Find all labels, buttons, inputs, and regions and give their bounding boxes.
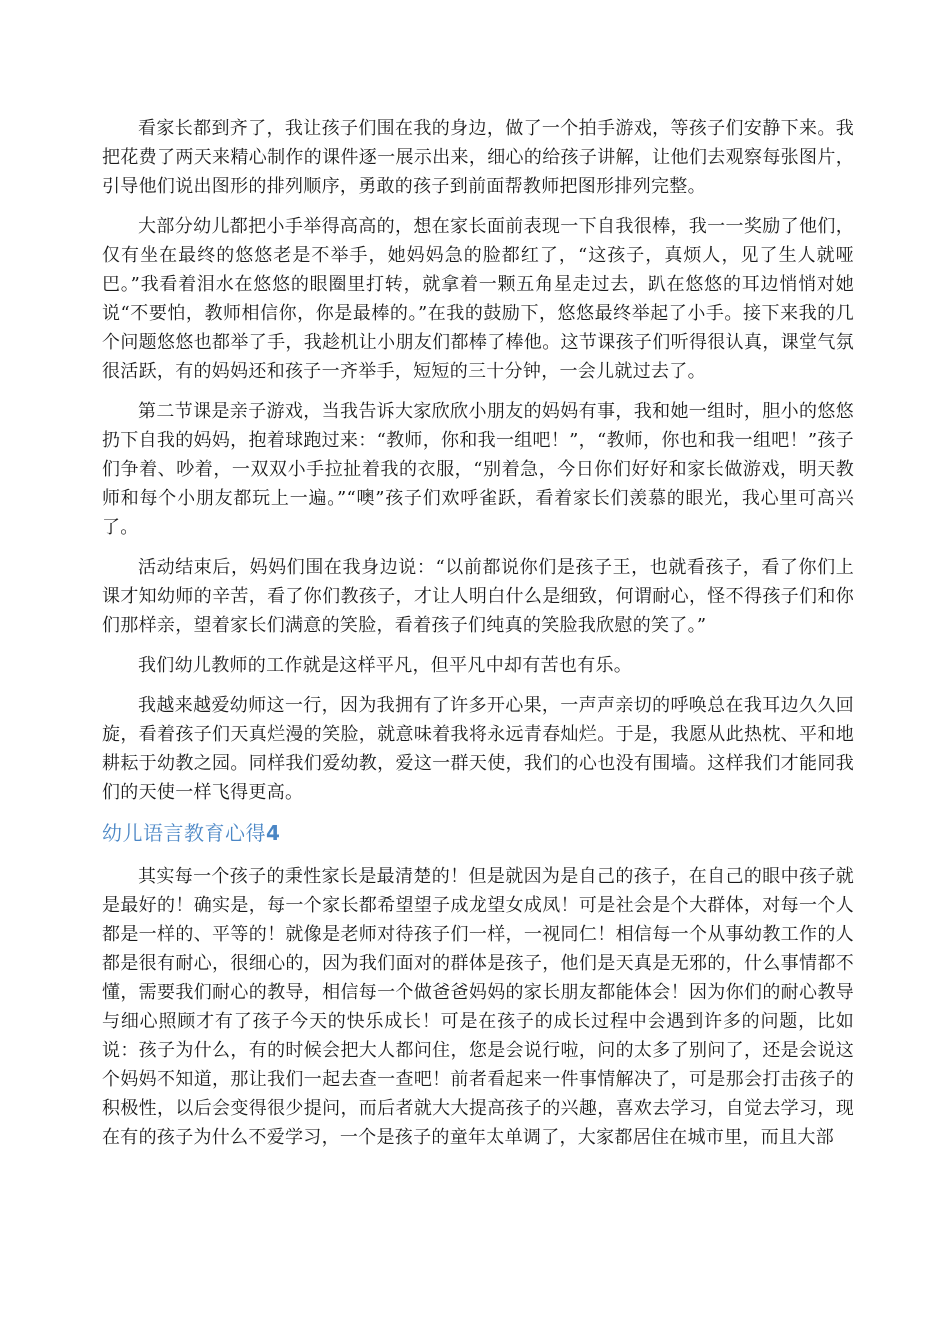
document-body <box>102 114 854 1163</box>
paragraph: 大部分幼儿都把小手举得高高的，想在家长面前表现一下自我很棒，我一一奖励了他们，仅有坐在最终的悠悠老是不举手，她妈妈急的脸都红了，“这孩子，真烦人，见了生人就哑巴。”我看着泪水在悠悠的眼圈里打转，就拿着一颗五角星走过去，趴在悠悠的耳边悄悄对她说“不要怕，教师相信你，你是最棒的。”在我的鼓励下，悠悠最终举起了小手。接下来我的几个问题悠悠也都举了手，我趁机让小朋友们都棒了棒他。这节课孩子们听得很认真，课堂气氛很活跃，有的妈妈还和孩子一齐举手，短短的三十分钟，一会儿就过去了。 <box>102 216 854 382</box>
paragraph: 我越来越爱幼师这一行，因为我拥有了许多开心果，一声声亲切的呼唤总在我耳边久久回旋，看着孩子们天真烂漫的笑脸，就意味着我将永远青春灿烂。于是，我愿从此热枕、平和地耕耘于幼教之园。同样我们爱幼教，爱这一群天使，我们的心也没有围墙。这样我们才能同我们的天使一样飞得更高。 <box>102 695 854 803</box>
paragraph: 我们幼儿教师的工作就是这样平凡，但平凡中却有苦也有乐。 <box>138 655 633 676</box>
section-heading-text: 幼儿语言教育心得 <box>102 821 266 845</box>
paragraph: 第二节课是亲子游戏，当我告诉大家欣欣小朋友的妈妈有事，我和她一组时，胆小的悠悠扔下自我的妈妈，抱着球跑过来：“教师，你和我一组吧！”，“教师，你也和我一组吧！”孩子们争着、吵着，一双双小手拉扯着我的衣服，“别着急，今日你们好好和家长做游戏，明天教师和每个小朋友都玩上一遍。”“噢”孩子们欢呼雀跃，看着家长们羡慕的眼光，我心里可高兴了。 <box>102 401 854 538</box>
paragraph: 其实每一个孩子的秉性家长是最清楚的！但是就因为是自己的孩子，在自己的眼中孩子就是最好的！确实是，每一个家长都希望望子成龙望女成凤！可是社会是个大群体，对每一个人都是一样的、平等的！就像是老师对待孩子们一样，一视同仁！相信每一个从事幼教工作的人都是很有耐心，很细心的，因为我们面对的群体是孩子，他们是天真是无邪的，什么事情都不懂，需要我们耐心的教导，相信每一个做爸爸妈妈的家长朋友都能体会！因为你们的耐心教导与细心照顾才有了孩子今天的快乐成长！可是在孩子的成长过程中会遇到许多的问题，比如说：孩子为什么，有的时候会把大人都问住，您是会说行啦，问的太多了别问了，还是会说这个妈妈不知道，那让我们一起去查一查吧！前者看起来一件事情解决了，可是那会打击孩子的积极性，以后会变得很少提问，而后者就大大提高孩子的兴趣，喜欢去学习，自觉去学习，现在有的孩子为什么不爱学习，一个是孩子的童年太单调了，大家都居住在城市里，而且大部 <box>102 866 854 1148</box>
section-heading <box>102 818 854 848</box>
paragraph: 活动结束后，妈妈们围在我身边说：“以前都说你们是孩子王，也就看孩子，看了你们上课才知幼师的辛苦，看了你们教孩子，才让人明白什么是细致，何谓耐心，怪不得孩子们和你们那样亲，望着家长们满意的笑脸，看着孩子们纯真的笑脸我欣慰的笑了。” <box>102 557 854 636</box>
paragraph: 看家长都到齐了，我让孩子们围在我的身边，做了一个拍手游戏，等孩子们安静下来。我把花费了两天来精心制作的课件逐一展示出来，细心的给孩子讲解，让他们去观察每张图片，引导他们说出图形的排列顺序，勇敢的孩子到前面帮教师把图形排列完整。 <box>102 118 854 197</box>
section-heading-number: 4 <box>266 821 281 845</box>
